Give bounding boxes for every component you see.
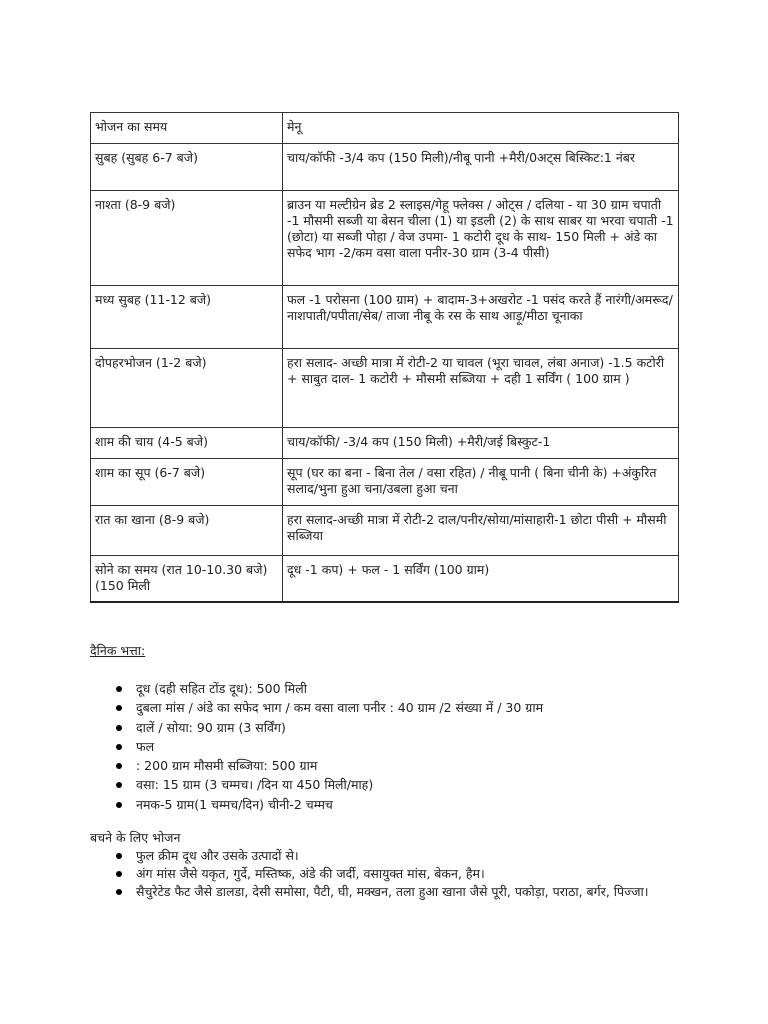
bullet-icon bbox=[116, 889, 122, 895]
bullet-icon bbox=[116, 871, 122, 877]
foods-to-avoid-section bbox=[90, 830, 690, 902]
daily-allowance-section bbox=[90, 643, 690, 816]
list-item-text: दुबला मांस / अंडे का सफेद भाग / कम वसा वाला पनीर : 40 ग्राम /2 संख्या में / 30 ग्राम bbox=[136, 700, 544, 716]
list-item-text: नमक-5 ग्राम(1 चम्मच/दिन) चीनी-2 चम्मच bbox=[136, 796, 333, 812]
list-item-text: अंग मांस जैसे यकृत, गुर्दे, मस्तिष्क, अंडे की जर्दी, वसायुक्त मांस, बेकन, हैम। bbox=[136, 866, 485, 881]
meal-menu-cell: चाय/कॉफी/ -3/4 कप (150 मिली) +मैरी/जई बिस्कुट-1 bbox=[283, 428, 679, 459]
meal-time-cell: सोने का समय (रात 10-10.30 बजे)(150 मिली bbox=[91, 556, 283, 602]
list-item bbox=[90, 777, 690, 796]
list-item-text: फल bbox=[136, 738, 155, 754]
list-item-text: सैचुरेटेड फैट जैसे डालडा, देसी समोसा, पैटी, घी, मक्खन, तला हुआ खाना जैसे पूरी, पकोड़ा, पराठा, बर्गर, पिज्जा। bbox=[136, 884, 649, 899]
table-row bbox=[91, 286, 679, 349]
meal-time-cell: सुबह (सुबह 6-7 बजे) bbox=[91, 144, 283, 191]
bullet-icon bbox=[116, 705, 122, 711]
meal-menu-cell: फल -1 परोसना (100 ग्राम) + बादाम-3+अखरोट -1 पसंद करते हैं नारंगी/अमरूद/नाशपाती/पपीता/सेब/ ताजा नीबू के रस के साथ आड़ू/मीठा चूनाका bbox=[283, 286, 679, 349]
table-row bbox=[91, 144, 679, 191]
meal-menu-cell: चाय/कॉफी -3/4 कप (150 मिली)/नीबू पानी +मैरी/0अट्स बिस्किट:1 नंबर bbox=[283, 144, 679, 191]
bullet-icon bbox=[116, 725, 122, 731]
meal-menu-cell: दूध -1 कप) + फल - 1 सर्विंग (100 ग्राम) bbox=[283, 556, 679, 602]
foods-to-avoid-list bbox=[90, 848, 690, 900]
table-header-row bbox=[91, 113, 679, 144]
meal-time-cell: शाम का सूप (6-7 बजे) bbox=[91, 459, 283, 506]
list-item bbox=[90, 681, 690, 700]
bullet-icon bbox=[116, 853, 122, 859]
table-row bbox=[91, 191, 679, 286]
meal-menu-cell: हरा सलाद-अच्छी मात्रा में रोटी-2 दाल/पनीर/सोया/मांसाहारी-1 छोटा पीसी + मौसमी सब्जिया bbox=[283, 506, 679, 556]
header-menu-cell: मेनू bbox=[283, 113, 679, 144]
bullet-icon bbox=[116, 782, 122, 788]
list-item bbox=[90, 720, 690, 739]
bullet-icon bbox=[116, 686, 122, 692]
meal-time-cell: मध्य सुबह (11-12 बजे) bbox=[91, 286, 283, 349]
table-row bbox=[91, 506, 679, 556]
list-item-text: वसा: 15 ग्राम (3 चम्मच। /दिन या 450 मिली/माह) bbox=[136, 777, 374, 793]
meal-time-cell: दोपहरभोजन (1-2 बजे) bbox=[91, 349, 283, 428]
daily-allowance-heading: दैनिक भत्ता: bbox=[90, 643, 146, 658]
meal-menu-cell: हरा सलाद- अच्छी मात्रा में रोटी-2 या चावल (भूरा चावल, लंबा अनाज) -1.5 कटोरी + साबुत दाल- 1 कटोरी + मौसमी सब्जिया + दही 1 सर्विंग ( 100 ग्राम ) bbox=[283, 349, 679, 428]
table-row bbox=[91, 459, 679, 506]
list-item bbox=[90, 700, 690, 719]
list-item bbox=[90, 866, 690, 882]
bullet-icon bbox=[116, 763, 122, 769]
bullet-icon bbox=[116, 802, 122, 808]
list-item bbox=[90, 758, 690, 777]
meal-time-cell: शाम की चाय (4-5 बजे) bbox=[91, 428, 283, 459]
list-item bbox=[90, 848, 690, 864]
meal-menu-cell: सूप (घर का बना - बिना तेल / वसा रहित) / नीबू पानी ( बिना चीनी के) +अंकुरित सलाद/भुना हुआ चना/उबला हुआ चना bbox=[283, 459, 679, 506]
bullet-icon bbox=[116, 744, 122, 750]
list-item-text: फुल क्रीम दूध और उसके उत्पादों से। bbox=[136, 848, 299, 863]
table-row bbox=[91, 556, 679, 602]
list-item-text: दूध (दही सहित टोंड दूध): 500 मिली bbox=[136, 681, 307, 696]
header-time-cell: भोजन का समय bbox=[91, 113, 283, 144]
list-item bbox=[90, 739, 690, 758]
table-row bbox=[91, 428, 679, 459]
meal-menu-cell: ब्राउन या मल्टीग्रेन ब्रेड 2 स्लाइस/गेहू फ्लेक्स / ओट्स / दलिया - या 30 ग्राम चपाती -1 मौसमी सब्जी या बेसन चीला (1) या इडली (2) के साथ साबर या भरवा चपाती -1 (छोटा) या सब्जी पोहा / वेज उपमा- 1 कटोरी दूध के साथ- 150 मिली + अंडे का सफेद भाग -2/कम वसा वाला पनीर-30 ग्राम (3-4 पीसी) bbox=[283, 191, 679, 286]
list-item-text: : 200 ग्राम मौसमी सब्जिया: 500 ग्राम bbox=[136, 758, 318, 774]
list-item bbox=[90, 884, 690, 900]
foods-to-avoid-heading: बचने के लिए भोजन bbox=[90, 830, 181, 845]
list-item-text: दालें / सोया: 90 ग्राम (3 सर्विंग) bbox=[136, 719, 286, 735]
daily-allowance-list bbox=[90, 681, 690, 816]
diet-schedule-table bbox=[90, 112, 679, 603]
meal-time-cell: नाश्ता (8-9 बजे) bbox=[91, 191, 283, 286]
meal-time-cell: रात का खाना (8-9 बजे) bbox=[91, 506, 283, 556]
list-item bbox=[90, 797, 690, 816]
table-row bbox=[91, 349, 679, 428]
